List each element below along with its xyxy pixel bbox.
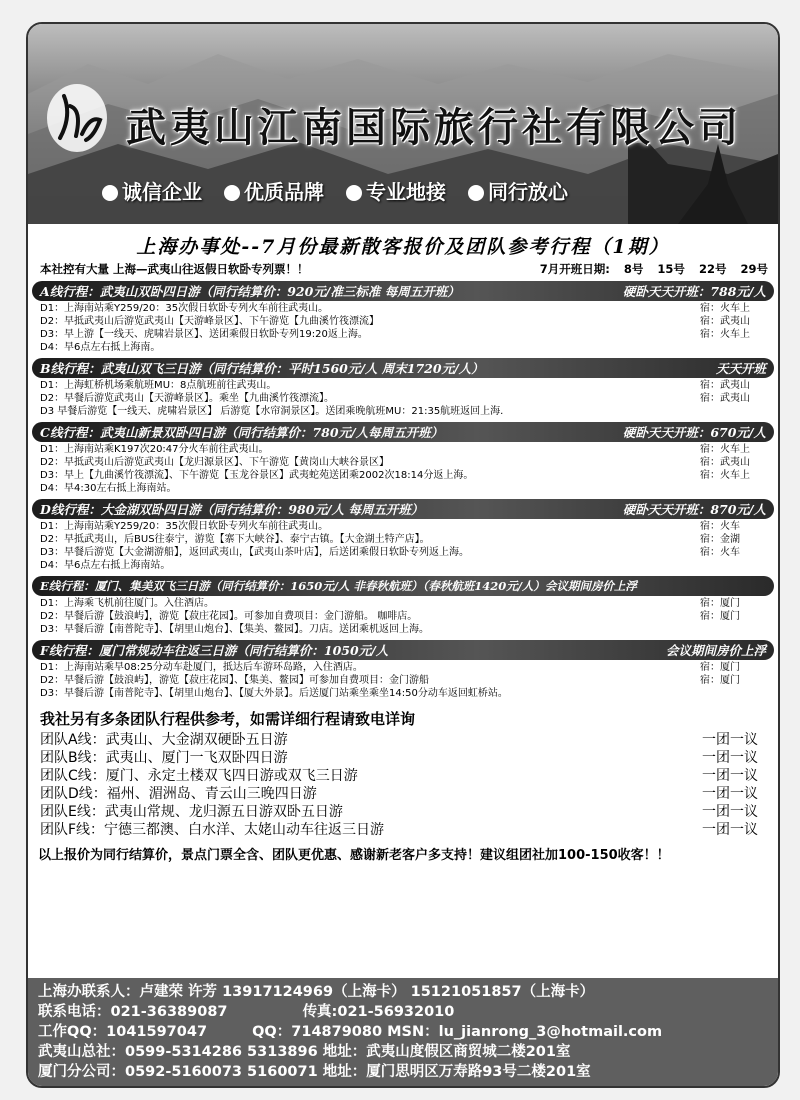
day-stay: 宿：武夷山: [700, 457, 750, 468]
day-stay: 宿：火车上: [700, 329, 750, 340]
group-list: [28, 731, 778, 839]
route-e: [32, 576, 774, 636]
route-extra: 会议期间房价上浮: [665, 643, 766, 658]
contact-qq: 工作QQ：1041597047: [38, 1024, 208, 1040]
day-stay: 宿：厦门: [700, 598, 740, 609]
group-name: 团队E线：武夷山常规、龙归源五日游双卧五日游: [40, 804, 343, 820]
group-price: 一团一议: [702, 750, 758, 766]
day-stay: 宿：厦门: [700, 675, 740, 686]
slogan-text: 优质品牌: [244, 180, 324, 204]
slogan-item: [346, 176, 446, 205]
dates-label: 7月开班日期:: [539, 262, 610, 276]
route-title: B线行程：武夷山双飞三日游（同行结算价：平时1560元/人 周末1720元/人）: [40, 361, 484, 376]
day-text: D2：早抵武夷山，后BUS往泰宁，游览【寨下大峡谷】、泰宁古镇。【大金湖土特产店】。: [40, 534, 430, 545]
day-stay: 宿：火车上: [700, 470, 750, 481]
contact-panel: [28, 978, 778, 1086]
day-stay: 宿：厦门: [700, 662, 740, 673]
brochure-frame: [26, 22, 780, 1088]
day-text: D1：上海南站乘K197次20:47分火车前往武夷山。: [40, 444, 269, 455]
day-row: [40, 674, 768, 687]
day-text: D2：早餐后游【鼓浪屿】，游览【菽庄花园】。可参加自费项目：金门游船。 咖啡店。: [40, 611, 418, 622]
day-row: [40, 379, 768, 392]
route-title: C线行程：武夷山新景双卧四日游（同行结算价：780元/人每周五开班）: [40, 425, 444, 440]
day-stay: 宿：火车上: [700, 444, 750, 455]
contact-xiamen-office: 厦门分公司：0592-5160073 5160071 地址：厦门思明区万寿路93号二楼201室: [38, 1064, 591, 1080]
route-title: F线行程：厦门常规动车往返三日游（同行结算价：1050元/人: [40, 643, 389, 658]
route-header: [32, 640, 774, 660]
slogan-item: [224, 176, 324, 205]
day-list: [32, 378, 774, 418]
contact-person: 上海办联系人：卢建荣 许芳 13917124969（上海卡） 15121051857（上海卡）: [38, 984, 595, 1000]
date-item: 8号: [623, 262, 644, 276]
day-text: D1：上海乘飞机前往厦门。入住酒店。: [40, 598, 215, 609]
contact-wuyishan-office: 武夷山总社：0599-5314286 5313896 地址：武夷山度假区商贸城二楼201室: [38, 1044, 571, 1060]
group-price: 一团一议: [702, 786, 758, 802]
day-text: D2：早抵武夷山后游览武夷山【天游峰景区】、下午游览【九曲溪竹筏漂流】: [40, 316, 380, 327]
contact-fax: 传真:021-56932010: [302, 1004, 455, 1020]
notice-row: [28, 259, 778, 277]
group-item: [28, 731, 778, 749]
day-stay: [700, 559, 768, 572]
bullet-dot-icon: [224, 185, 240, 201]
slogan-row: [102, 176, 568, 205]
group-section-title: 我社另有多条团队行程供参考，如需详细行程请致电详询: [40, 710, 416, 728]
day-row: [40, 597, 768, 610]
group-item: [28, 821, 778, 839]
day-row: [40, 302, 768, 315]
route-extra: 硬卧天天开班：670元/人: [622, 425, 766, 440]
day-row: [40, 341, 768, 354]
headline: 上海办事处--7月份最新散客报价及团队参考行程（1期）: [136, 236, 670, 258]
group-name: 团队D线：福州、湄洲岛、青云山三晚四日游: [40, 786, 317, 802]
day-row: [40, 533, 768, 546]
day-text: D3：早餐后游【南普陀寺】、【胡里山炮台】、【厦大外景】。后送厦门站乘坐乘坐14:50分动车返回虹桥站。: [40, 688, 508, 699]
route-f: [32, 640, 774, 700]
day-text: D3 早餐后游览【一线天、虎啸岩景区】 后游览【水帘洞景区】。送团乘晚航班MU：21:35航班返回上海.: [40, 406, 504, 417]
day-stay: 宿：火车: [700, 521, 740, 532]
day-stay: 宿：厦门: [700, 611, 740, 622]
departure-dates: [530, 261, 768, 277]
company-logo: [42, 76, 112, 156]
route-header: [32, 422, 774, 442]
route-header: [32, 499, 774, 519]
route-extra: 硬卧天天开班：870元/人: [622, 502, 766, 517]
route-a: [32, 281, 774, 354]
ticket-notice: 本社控有大量 上海—武夷山往返假日软卧专列票！！: [40, 262, 309, 276]
day-stay: [700, 623, 768, 636]
day-text: D3：早上【九曲溪竹筏漂流】、下午游览【玉龙谷景区】武夷蛇苑送团乘2002次18:14分返上海。: [40, 470, 474, 481]
date-item: 29号: [740, 262, 768, 276]
route-b: [32, 358, 774, 418]
day-text: D4：早6点左右抵上海南站。: [40, 560, 171, 571]
route-c: [32, 422, 774, 495]
day-text: D2：早餐后游览武夷山【天游峰景区】。乘坐【九曲溪竹筏漂流】。: [40, 393, 335, 404]
day-list: [32, 660, 774, 700]
slogan-item: [102, 176, 202, 205]
bullet-dot-icon: [468, 185, 484, 201]
day-text: D3：早餐后游【南普陀寺】、【胡里山炮台】、【集美、鳌园】。刀店。送团乘机返回上海。: [40, 624, 430, 635]
group-price: 一团一议: [702, 768, 758, 784]
day-row: [40, 520, 768, 533]
day-stay: 宿：武夷山: [700, 316, 750, 327]
day-text: D1：上海南站乘早08:25分动车赴厦门，抵达后车游环岛路，入住酒店。: [40, 662, 363, 673]
day-list: [32, 301, 774, 354]
day-row: [40, 623, 768, 636]
day-stay: [700, 687, 768, 700]
day-row: [40, 687, 768, 700]
day-list: [32, 596, 774, 636]
group-price: 一团一议: [702, 732, 758, 748]
company-name: 武夷山江南国际旅行社有限公司: [126, 104, 742, 151]
group-price: 一团一议: [702, 822, 758, 838]
day-stay: 宿：火车上: [700, 303, 750, 314]
day-row: [40, 482, 768, 495]
day-row: [40, 328, 768, 341]
slogan-text: 诚信企业: [122, 180, 202, 204]
date-item: 22号: [698, 262, 727, 276]
contact-phone-fax: [38, 1002, 768, 1022]
day-row: [40, 315, 768, 328]
slogan-item: [468, 176, 568, 205]
group-item: [28, 767, 778, 785]
day-row: [40, 546, 768, 559]
day-row: [40, 443, 768, 456]
day-row: [40, 661, 768, 674]
contact-qq-msn: [38, 1022, 768, 1042]
route-extra: 天天开班: [715, 361, 766, 376]
day-text: D3：早上游【一线天、虎啸岩景区】、送团乘假日软卧专列19:20返上海。: [40, 329, 368, 340]
group-name: 团队F线：宁德三都澳、白水洋、太姥山动车往返三日游: [40, 822, 385, 838]
group-name: 团队B线：武夷山、厦门一飞双卧四日游: [40, 750, 288, 766]
day-stay: 宿：武夷山: [700, 393, 750, 404]
day-stay: [700, 341, 768, 354]
day-list: [32, 442, 774, 495]
bullet-dot-icon: [346, 185, 362, 201]
day-text: D4：早4:30左右抵上海南站。: [40, 483, 177, 494]
day-row: [40, 456, 768, 469]
group-item: [28, 785, 778, 803]
day-text: D2：早餐后游【鼓浪屿】，游览【菽庄花园】、【集美、鳌园】可参加自费项目：金门游船: [40, 675, 430, 686]
day-text: D2：早抵武夷山后游览武夷山【龙归源景区】、下午游览【黄岗山大峡谷景区】: [40, 457, 390, 468]
day-row: [40, 610, 768, 623]
route-header: [32, 281, 774, 301]
day-text: D3：早餐后游览【大金湖游船】，返回武夷山，【武夷山茶叶店】，后送团乘假日软卧专列返上海。: [40, 547, 470, 558]
day-stay: [700, 405, 768, 418]
day-stay: 宿：火车: [700, 547, 740, 558]
day-row: [40, 405, 768, 418]
group-price: 一团一议: [702, 804, 758, 820]
contact-msn: QQ：714879080 MSN：lu_jianrong_3@hotmail.com: [252, 1024, 663, 1040]
day-stay: 宿：金湖: [700, 534, 740, 545]
day-text: D1：上海南站乘Y259/20：35次假日软卧专列火车前往武夷山。: [40, 303, 329, 314]
group-name: 团队A线：武夷山、大金湖双硬卧五日游: [40, 732, 288, 748]
group-item: [28, 803, 778, 821]
route-title: D线行程：大金湖双卧四日游（同行结算价：980元/人 每周五开班）: [40, 502, 424, 517]
slogan-text: 专业地接: [366, 180, 446, 204]
day-text: D4：早6点左右抵上海南。: [40, 342, 161, 353]
group-name: 团队C线：厦门、永定土楼双飞四日游或双飞三日游: [40, 768, 358, 784]
day-text: D1：上海虹桥机场乘航班MU：8点航班前往武夷山。: [40, 380, 277, 391]
day-row: [40, 392, 768, 405]
day-stay: [700, 482, 768, 495]
price-footnote: 以上报价为同行结算价，景点门票全含、团队更优惠、感谢新老客户多支持！建议组团社加100-150收客！！: [38, 848, 670, 863]
route-title: A线行程：武夷山双卧四日游（同行结算价：920元/准三标准 每周五开班）: [40, 284, 460, 299]
day-row: [40, 469, 768, 482]
header-banner: [28, 24, 778, 224]
day-stay: 宿：武夷山: [700, 380, 750, 391]
date-item: 15号: [657, 262, 685, 276]
day-text: D1：上海南站乘Y259/20：35次假日软卧专列火车前往武夷山。: [40, 521, 329, 532]
day-list: [32, 519, 774, 572]
route-d: [32, 499, 774, 572]
slogan-text: 同行放心: [488, 180, 568, 204]
contact-phone: 联系电话：021-36389087: [38, 1004, 228, 1020]
route-list: [28, 281, 778, 700]
route-header: [32, 358, 774, 378]
group-item: [28, 749, 778, 767]
route-header: [32, 576, 774, 596]
day-row: [40, 559, 768, 572]
route-extra: 硬卧天天开班：788元/人: [622, 284, 766, 299]
bullet-dot-icon: [102, 185, 118, 201]
route-title: E线行程：厦门、集美双飞三日游（同行结算价：1650元/人 非春秋航班）（春秋航班1420元/人）会议期间房价上浮: [40, 579, 637, 593]
